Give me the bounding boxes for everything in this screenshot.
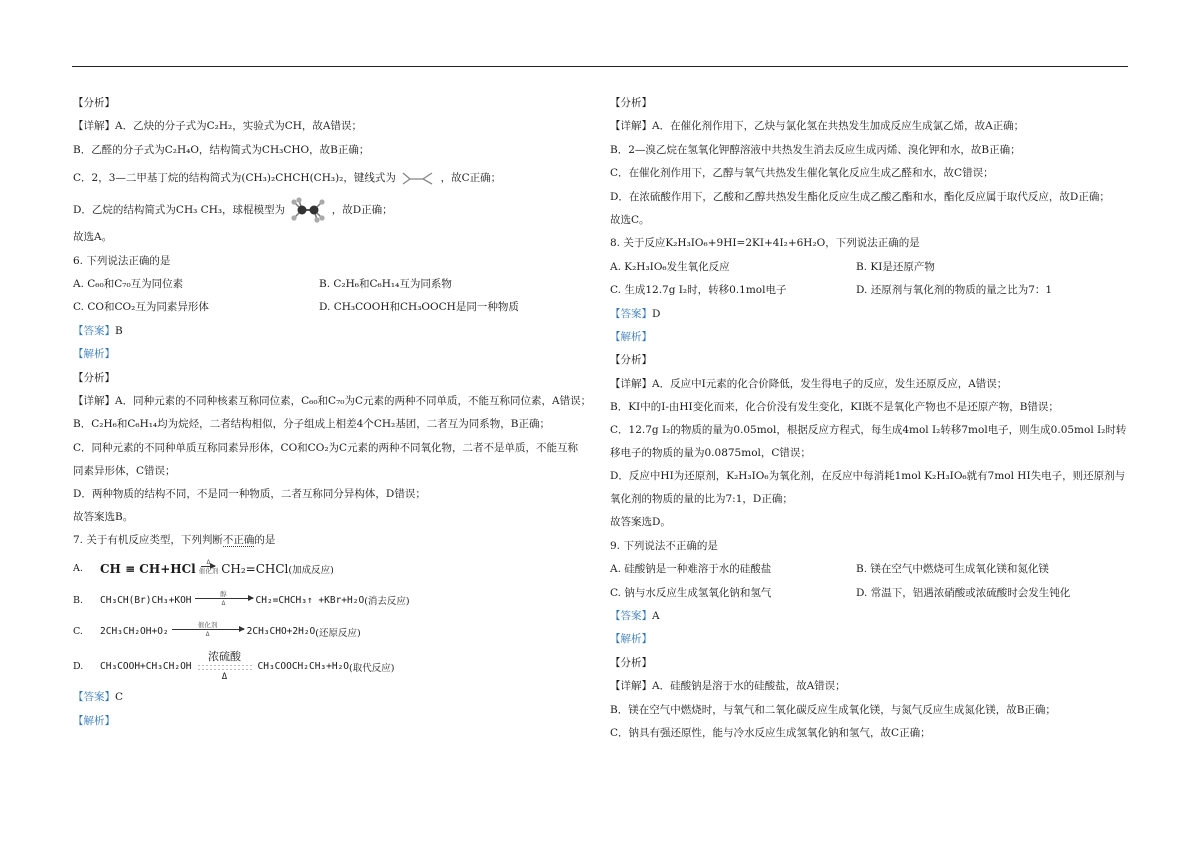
ball-stick-model-icon	[290, 197, 326, 223]
q8-answer-value: D	[652, 307, 661, 320]
q7-a-condition-bottom: 催化剂	[198, 567, 219, 576]
header-rule	[72, 66, 1128, 67]
q9-option-c: C. 钠与水反应生成氢氧化钠和氢气	[610, 586, 772, 599]
q7-a-arrow	[199, 558, 219, 575]
q8-analysis-label: 【分析】	[610, 354, 652, 367]
q7-c-reactants: 2CH₃CH₂OH+O₂	[100, 626, 169, 638]
q8-answer-label: 【答案】	[610, 307, 652, 320]
q7-b-arrow-icon	[195, 598, 253, 599]
q7-b-type: (消去反应)	[364, 596, 410, 608]
q7-b-reactants: CH₃CH(Br)CH₃+KOH	[100, 594, 192, 606]
q9-detail-a: 【详解】A．硅酸钠是溶于水的硅酸盐，故A错误；	[610, 680, 846, 693]
q7-stem-text: 7. 关于有机反应类型，下列判断	[73, 534, 223, 547]
q9-options-row-2	[610, 582, 1130, 605]
q7-a-label: A.	[73, 563, 83, 575]
q6-option-a: A. C₆₀和C₇₀互为同位素	[73, 277, 184, 290]
q7-detail-c: C．在催化剂作用下，乙醇与氧气共热发生催化氧化反应生成乙醛和水，故C错误；	[610, 167, 994, 180]
q9-options-row-1	[610, 558, 1130, 581]
q7-analysis-label: 【分析】	[610, 97, 652, 109]
q6-option-d: D. CH₃COOH和CH₃OOCH是同一种物质	[319, 301, 519, 314]
q9-answer	[610, 605, 1130, 628]
q7-c-condition-top: 催化剂	[197, 621, 218, 630]
q7-a-arrow-icon	[201, 566, 215, 567]
q6-answer	[73, 320, 588, 343]
q8-option-b: B. KI是还原产物	[856, 260, 935, 273]
q7-d-arrow	[196, 651, 254, 682]
right-column	[610, 92, 1130, 745]
q9-stem: 9. 下列说法不正确的是	[610, 539, 718, 552]
q6-stem: 6. 下列说法正确的是	[73, 254, 171, 267]
q5-c-text: C．2，3—二甲基丁烷的结构简式为(CH₃)₂CHCH(CH₃)₂，键线式为	[73, 172, 396, 185]
q9-detail-c: C．钠具有强还原性，能与冷水反应生成氢氧化钠和氢气，故C正确；	[610, 726, 931, 739]
q7-d-label: D.	[73, 661, 84, 673]
q6-option-c: C. CO和CO₂互为同素异形体	[73, 301, 209, 314]
q7-stem-emphasis: 不正确	[222, 534, 255, 547]
q9-answer-label: 【答案】	[610, 610, 652, 623]
q5-d-text: D．乙烷的结构简式为CH₃ CH₃，球棍模型为	[73, 204, 286, 217]
q5-analysis-label: 【分析】	[73, 97, 115, 109]
q6-answer-label: 【答案】	[73, 324, 115, 337]
q5-detail-c	[73, 162, 588, 194]
q6-answer-value: B	[115, 324, 123, 337]
q8-detail-d: D．反应中HI为还原剂，K₂H₃IO₆为氧化剂，在反应中每消耗1mol K₂H₃IO₆就有7mol HI失电子，则还原剂与氧化剂的物质的量的比为7:1，D正确；	[610, 470, 1126, 506]
q7-detail-b: B．2—溴乙烷在氢氧化钾醇溶液中共热发生消去反应生成丙烯、溴化钾和水，故B正确；	[610, 143, 1021, 156]
q7-c-condition-bottom: Δ	[205, 630, 210, 639]
q8-option-c: C. 生成12.7g I₂时，转移0.1mol电子	[610, 284, 787, 297]
q6-choose: 故答案选B。	[73, 511, 134, 524]
q8-jiexi-label: 【解析】	[610, 330, 652, 343]
q6-detail-a: 【详解】A．同种元素的不同种核素互称同位素，C₆₀和C₇₀为C元素的两种不同单质，不能互称同位素，A错误；	[73, 394, 592, 407]
q7-b-condition-bottom: Δ	[221, 598, 226, 607]
q7-a-reactants: CH ≡ CH+HCl	[100, 561, 196, 576]
q7-option-c	[73, 616, 588, 648]
q5-d-text-end: ，故D正确；	[331, 204, 393, 217]
q7-option-d	[73, 647, 588, 686]
q7-answer-label: 【答案】	[73, 691, 115, 704]
q6-option-b: B. C₂H₆和C₆H₁₄互为同系物	[319, 277, 452, 290]
q7-b-condition-top: 醇	[220, 589, 227, 598]
q8-answer	[610, 303, 1130, 326]
q9-answer-value: A	[652, 610, 660, 623]
q9-option-b: B. 镁在空气中燃烧可生成氧化镁和氮化镁	[856, 563, 1049, 576]
q5-detail-d	[73, 194, 588, 226]
q7-a-type: (加成反应)	[288, 564, 334, 576]
q7-d-products: CH₃COOCH₂CH₃+H₂O	[257, 661, 350, 673]
q9-analysis-label: 【分析】	[610, 656, 652, 669]
q6-options-row-2	[73, 296, 588, 319]
reversible-arrow-icon	[196, 663, 254, 672]
q7-d-reactants: CH₃COOH+CH₃CH₂OH	[100, 661, 192, 673]
skeletal-formula-icon	[401, 170, 435, 186]
q7-c-arrow-icon	[172, 629, 244, 630]
q6-analysis-label: 【分析】	[73, 371, 115, 384]
q8-detail-a: 【详解】A．反应中I元素的化合价降低，发生得电子的反应，发生还原反应，A错误；	[610, 377, 1008, 390]
q7-b-arrow	[195, 590, 253, 607]
q7-d-condition-bottom: Δ	[221, 672, 228, 683]
q5-detail-a: 【详解】A．乙炔的分子式为C₂H₂，实验式为CH，故A错误；	[73, 120, 362, 133]
q6-detail-b: B．C₂H₆和C₆H₁₄均为烷烃，二者结构相似，分子组成上相差4个CH₂基团，二者互为同系物，B正确；	[73, 418, 550, 431]
q7-a-condition-top: Δ	[206, 558, 211, 567]
q6-jiexi-label: 【解析】	[73, 348, 115, 361]
q6-detail-d: D．两种物质的结构不同，不是同一种物质，二者互称同分异构体，D错误；	[73, 487, 426, 500]
q8-option-d: D. 还原剂与氧化剂的物质的量之比为7：1	[856, 284, 1053, 297]
q7-choose: 故选C。	[610, 213, 650, 226]
q6-options-row-1	[73, 273, 588, 296]
q7-option-b	[73, 584, 588, 616]
q8-choose: 故答案选D。	[610, 516, 671, 529]
q7-detail-a: 【详解】A．在催化剂作用下，乙炔与氯化氢在共热发生加成反应生成氯乙烯，故A正确；	[610, 120, 1025, 133]
q7-jiexi-label: 【解析】	[73, 714, 115, 727]
q8-stem: 8. 关于反应K₂H₃IO₆+9HI=2KI+4I₂+6H₂O，下列说法正确的是	[610, 237, 920, 250]
q8-options-row-2	[610, 279, 1130, 302]
q9-option-d: D. 常温下，铝遇浓硝酸或浓硫酸时会发生钝化	[856, 586, 1071, 599]
q7-a-products: CH₂=CHCl	[221, 561, 289, 576]
q5-choose: 故选A。	[73, 231, 113, 244]
q8-option-a: A. K₂H₃IO₆发生氧化反应	[610, 260, 730, 273]
q7-c-type: (还原反应)	[315, 627, 361, 639]
q7-c-products: 2CH₃CHO+2H₂O	[246, 626, 316, 638]
q8-options-row-1	[610, 256, 1130, 279]
q9-option-a: A. 硅酸钠是一种难溶于水的硅酸盐	[610, 563, 772, 576]
q7-detail-d: D．在浓硫酸作用下，乙酸和乙醇共热发生酯化反应生成乙酸乙酯和水，酯化反应属于取代反应，故D正确；	[610, 190, 1110, 203]
q8-detail-b: B．KI中的I-由HI变化而来，化合价没有发生变化，KI既不是氧化产物也不是还原产物，B错误；	[610, 401, 1059, 414]
q5-detail-b: B．乙醛的分子式为C₂H₄O，结构简式为CH₃CHO，故B正确；	[73, 143, 370, 156]
q7-answer-value: C	[115, 691, 124, 704]
left-column	[73, 92, 592, 733]
q6-detail-c: C．同种元素的不同种单质互称同素异形体，CO和CO₂为C元素的两种不同氧化物，二者不是单质，不能互称同素异形体，C错误；	[73, 441, 579, 477]
q7-stem-end: 的是	[254, 534, 276, 547]
q9-detail-b: B．镁在空气中燃烧时，与氧气和二氧化碳反应生成氧化镁，与氮气反应生成氮化镁，故B正确；	[610, 703, 1056, 716]
q7-c-label: C.	[73, 626, 83, 638]
q7-b-label: B.	[73, 594, 84, 606]
q9-jiexi-label: 【解析】	[610, 633, 652, 646]
q7-answer	[73, 686, 588, 709]
q7-c-arrow	[172, 621, 244, 638]
q7-stem	[73, 529, 588, 552]
q8-detail-c: C．12.7g I₂的物质的量为0.05mol，根据反应方程式，每生成4mol I₂转移7mol电子，则生成0.05mol I₂时转移电子的物质的量为0.0875mol，C错误；	[610, 424, 1127, 460]
q7-d-condition-top: 浓硫酸	[208, 650, 242, 664]
q5-c-text-end: ，故C正确；	[440, 172, 502, 185]
q7-b-products: CH₂=CHCH₃↑ +KBr+H₂O	[255, 594, 365, 606]
q7-option-a	[73, 553, 588, 585]
q7-d-type: (取代反应)	[349, 662, 395, 674]
